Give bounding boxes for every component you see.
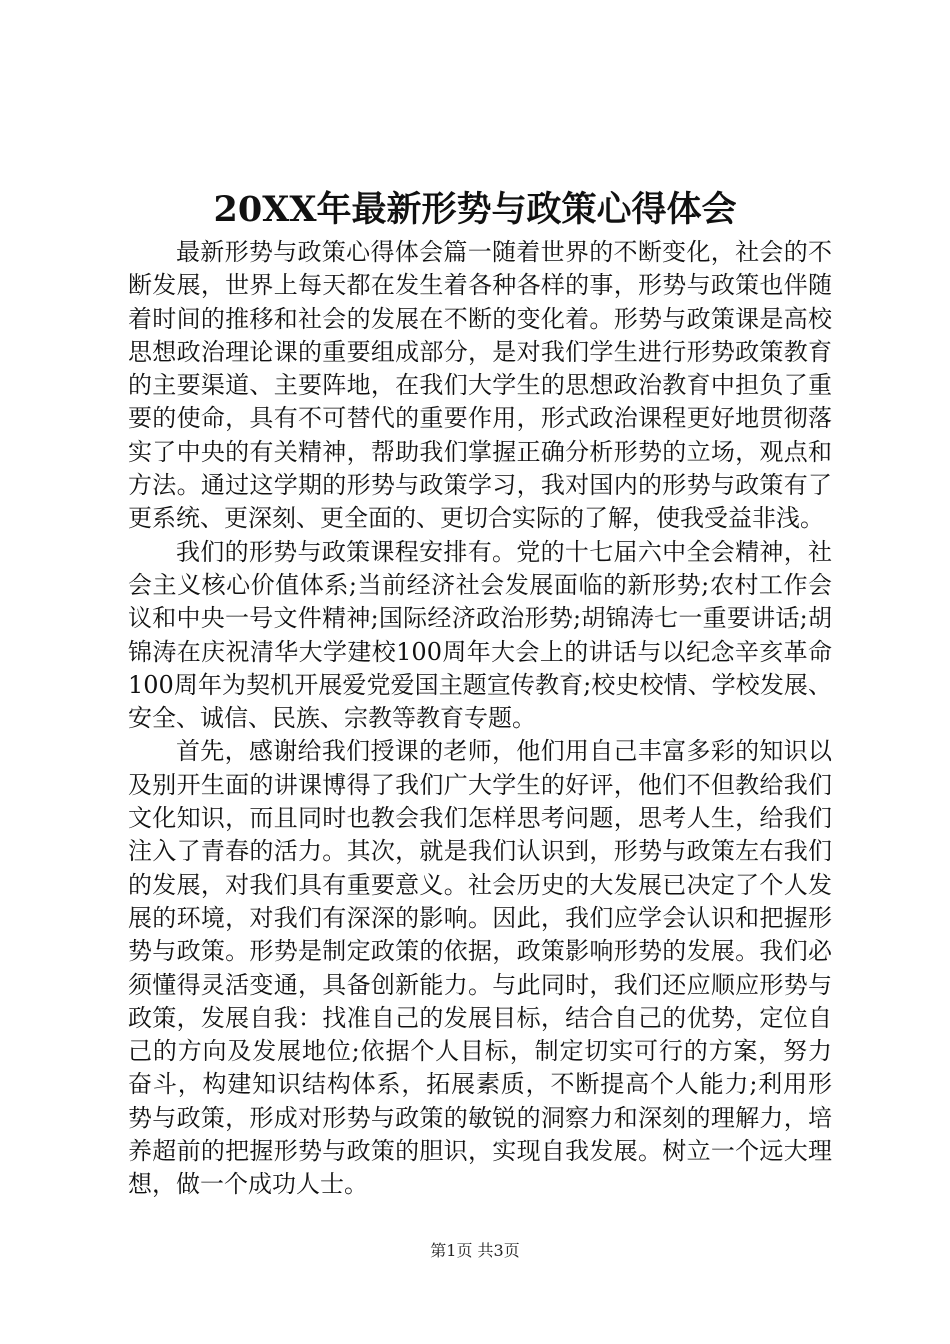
- paragraph-3: 首先，感谢给我们授课的老师，他们用自己丰富多彩的知识以及别开生面的讲课博得了我们广大学生的好评，他们不但教给我们文化知识，而且同时也教会我们怎样思考问题，思考人生，给我们注入了青春的活力。其次，就是我们认识到，形势与政策左右我们的发展，对我们具有重要意义。社会历史的大发展已决定了个人发展的环境，对我们有深深的影响。因此，我们应学会认识和把握形势与政策。形势是制定政策的依据，政策影响形势的发展。我们必须懂得灵活变通，具备创新能力。与此同时，我们还应顺应形势与政策，发展自我：找准自己的发展目标，结合自己的优势，定位自己的方向及发展地位;依据个人目标，制定切实可行的方案，努力奋斗，构建知识结构体系，拓展素质，不断提高个人能力;利用形势与政策，形成对形势与政策的敏锐的洞察力和深刻的理解力，培养超前的把握形势与政策的胆识，实现自我发展。树立一个远大理想，做一个成功人士。: [128, 737, 832, 1199]
- paragraph-2: 我们的形势与政策课程安排有。党的十七届六中全会精神，社会主义核心价值体系;当前经济社会发展面临的新形势;农村工作会议和中央一号文件精神;国际经济政治形势;胡锦涛七一重要讲话;胡锦涛在庆祝清华大学建校100周年大会上的讲话与以纪念辛亥革命100周年为契机开展爱党爱国主题宣传教育;校史校情、学校发展、安全、诚信、民族、宗教等教育专题。: [128, 537, 832, 733]
- paragraph-1: 最新形势与政策心得体会篇一随着世界的不断变化，社会的不断发展，世界上每天都在发生着各种各样的事，形势与政策也伴随着时间的推移和社会的发展在不断的变化着。形势与政策课是高校思想政治理论课的重要组成部分，是对我们学生进行形势政策教育的主要渠道、主要阵地，在我们大学生的思想政治教育中担负了重要的使命，具有不可替代的重要作用，形式政治课程更好地贯彻落实了中央的有关精神，帮助我们掌握正确分析形势的立场，观点和方法。通过这学期的形势与政策学习，我对国内的形势与政策有了更系统、更深刻、更全面的、更切合实际的了解，使我受益非浅。: [128, 238, 832, 533]
- document-body: [128, 236, 832, 1202]
- page-footer: 第1页 共3页: [430, 1241, 520, 1260]
- document-title: 20XX年最新形势与政策心得体会: [213, 189, 737, 230]
